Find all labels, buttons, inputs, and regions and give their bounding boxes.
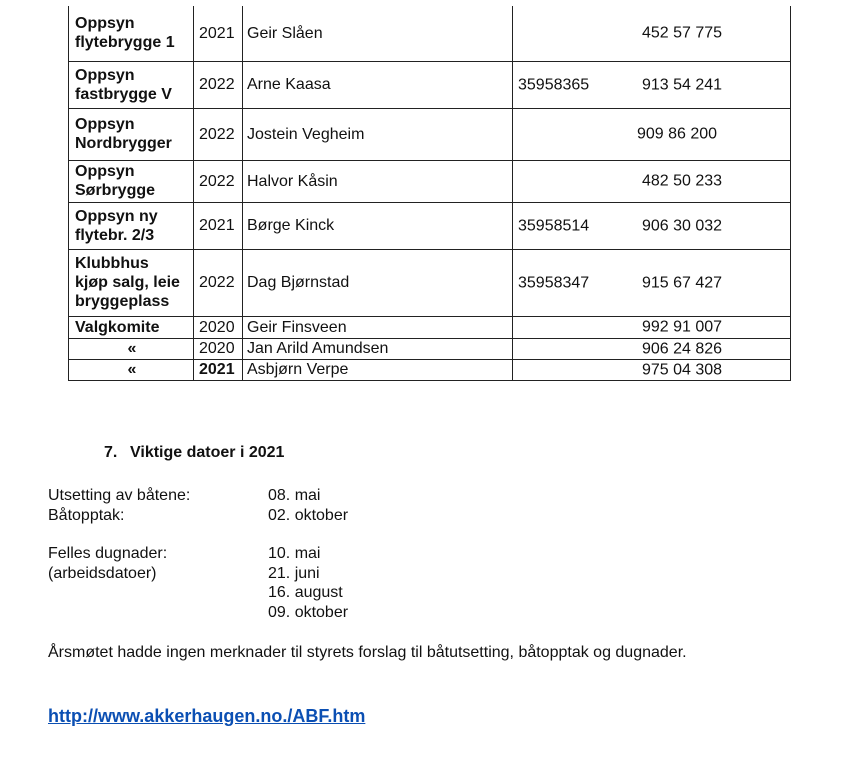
dugnad-date: 16. august [268, 584, 343, 601]
date-row [48, 544, 548, 564]
club-website-link[interactable]: http://www.akkerhaugen.no./ABF.htm [48, 706, 366, 726]
haulout-label: Båtopptak: [48, 506, 125, 524]
name-cell: Børge Kinck [243, 202, 513, 249]
dugnad-sublabel: (arbeidsdatoer) [48, 564, 157, 582]
phone-home: 35958514 [518, 217, 590, 234]
date-row [48, 486, 548, 506]
dugnad-date: 10. mai [268, 545, 321, 562]
phone-mobile: 975 04 308 [642, 361, 723, 378]
meeting-note: Årsmøtet hadde ingen merknader til styrets forslag til båtutsetting, båtopptak og dugnader. [48, 644, 687, 661]
section-number: 7. [104, 444, 118, 461]
year-cell: 2022 [194, 108, 243, 160]
phone-cell [513, 316, 791, 338]
haulout-date: 02. oktober [268, 506, 349, 524]
year-cell: 2020 [194, 316, 243, 338]
phone-mobile: 482 50 233 [642, 172, 723, 190]
role-cell: Valgkomite [69, 316, 194, 338]
year-cell: 2022 [194, 61, 243, 108]
important-dates [48, 486, 548, 622]
phone-home: 35958365 [518, 76, 590, 93]
phone-mobile: 992 91 007 [642, 318, 723, 336]
phone-cell [513, 61, 791, 108]
phone-mobile: 909 86 200 [637, 125, 718, 143]
name-cell: Halvor Kåsin [243, 160, 513, 202]
roles-table [68, 6, 791, 381]
dugnad-label: Felles dugnader: [48, 545, 168, 562]
date-row [48, 564, 548, 584]
phone-mobile: 906 24 826 [642, 340, 723, 357]
date-row [48, 583, 548, 603]
year-cell: 2022 [194, 160, 243, 202]
phone-mobile: 913 54 241 [642, 76, 723, 93]
phone-cell [513, 160, 791, 202]
table-row [69, 316, 791, 338]
dugnad-date: 09. oktober [268, 603, 349, 621]
year-cell: 2021 [194, 359, 243, 380]
phone-cell [513, 249, 791, 316]
table-row [69, 160, 791, 202]
date-row [48, 506, 548, 526]
role-cell: Oppsyn flytebrygge 1 [69, 6, 194, 61]
launch-date: 08. mai [268, 487, 321, 504]
ditto-mark: « [69, 359, 194, 380]
role-cell: Oppsyn Nordbrygger [69, 108, 194, 160]
name-cell: Dag Bjørnstad [243, 249, 513, 316]
section-heading [104, 444, 284, 462]
table-row [69, 359, 791, 380]
phone-cell [513, 202, 791, 249]
launch-label: Utsetting av båtene: [48, 487, 191, 504]
table-row [69, 108, 791, 160]
phone-cell [513, 6, 791, 61]
year-cell: 2022 [194, 249, 243, 316]
phone-mobile: 452 57 775 [642, 24, 723, 42]
phone-home: 35958347 [518, 274, 590, 291]
year-cell: 2021 [194, 6, 243, 61]
dugnad-date: 21. juni [268, 564, 320, 582]
name-cell: Geir Finsveen [243, 316, 513, 338]
name-cell: Geir Slåen [243, 6, 513, 61]
phone-mobile: 915 67 427 [642, 274, 723, 291]
table-row [69, 61, 791, 108]
table-row [69, 202, 791, 249]
phone-cell [513, 338, 791, 359]
role-cell: Oppsyn fastbrygge V [69, 61, 194, 108]
name-cell: Jostein Vegheim [243, 108, 513, 160]
role-cell: Klubbhus kjøp salg, leie bryggeplass [69, 249, 194, 316]
name-cell: Jan Arild Amundsen [243, 338, 513, 359]
name-cell: Asbjørn Verpe [243, 359, 513, 380]
phone-cell [513, 359, 791, 380]
role-cell: Oppsyn ny flytebr. 2/3 [69, 202, 194, 249]
name-cell: Arne Kaasa [243, 61, 513, 108]
section-title: Viktige datoer i 2021 [130, 444, 285, 461]
year-cell: 2020 [194, 338, 243, 359]
table-row [69, 249, 791, 316]
ditto-mark: « [69, 338, 194, 359]
phone-mobile: 906 30 032 [642, 217, 723, 234]
role-cell: Oppsyn Sørbrygge [69, 160, 194, 202]
table-row [69, 6, 791, 61]
date-row [48, 603, 548, 623]
year-cell: 2021 [194, 202, 243, 249]
phone-cell [513, 108, 791, 160]
table-row [69, 338, 791, 359]
